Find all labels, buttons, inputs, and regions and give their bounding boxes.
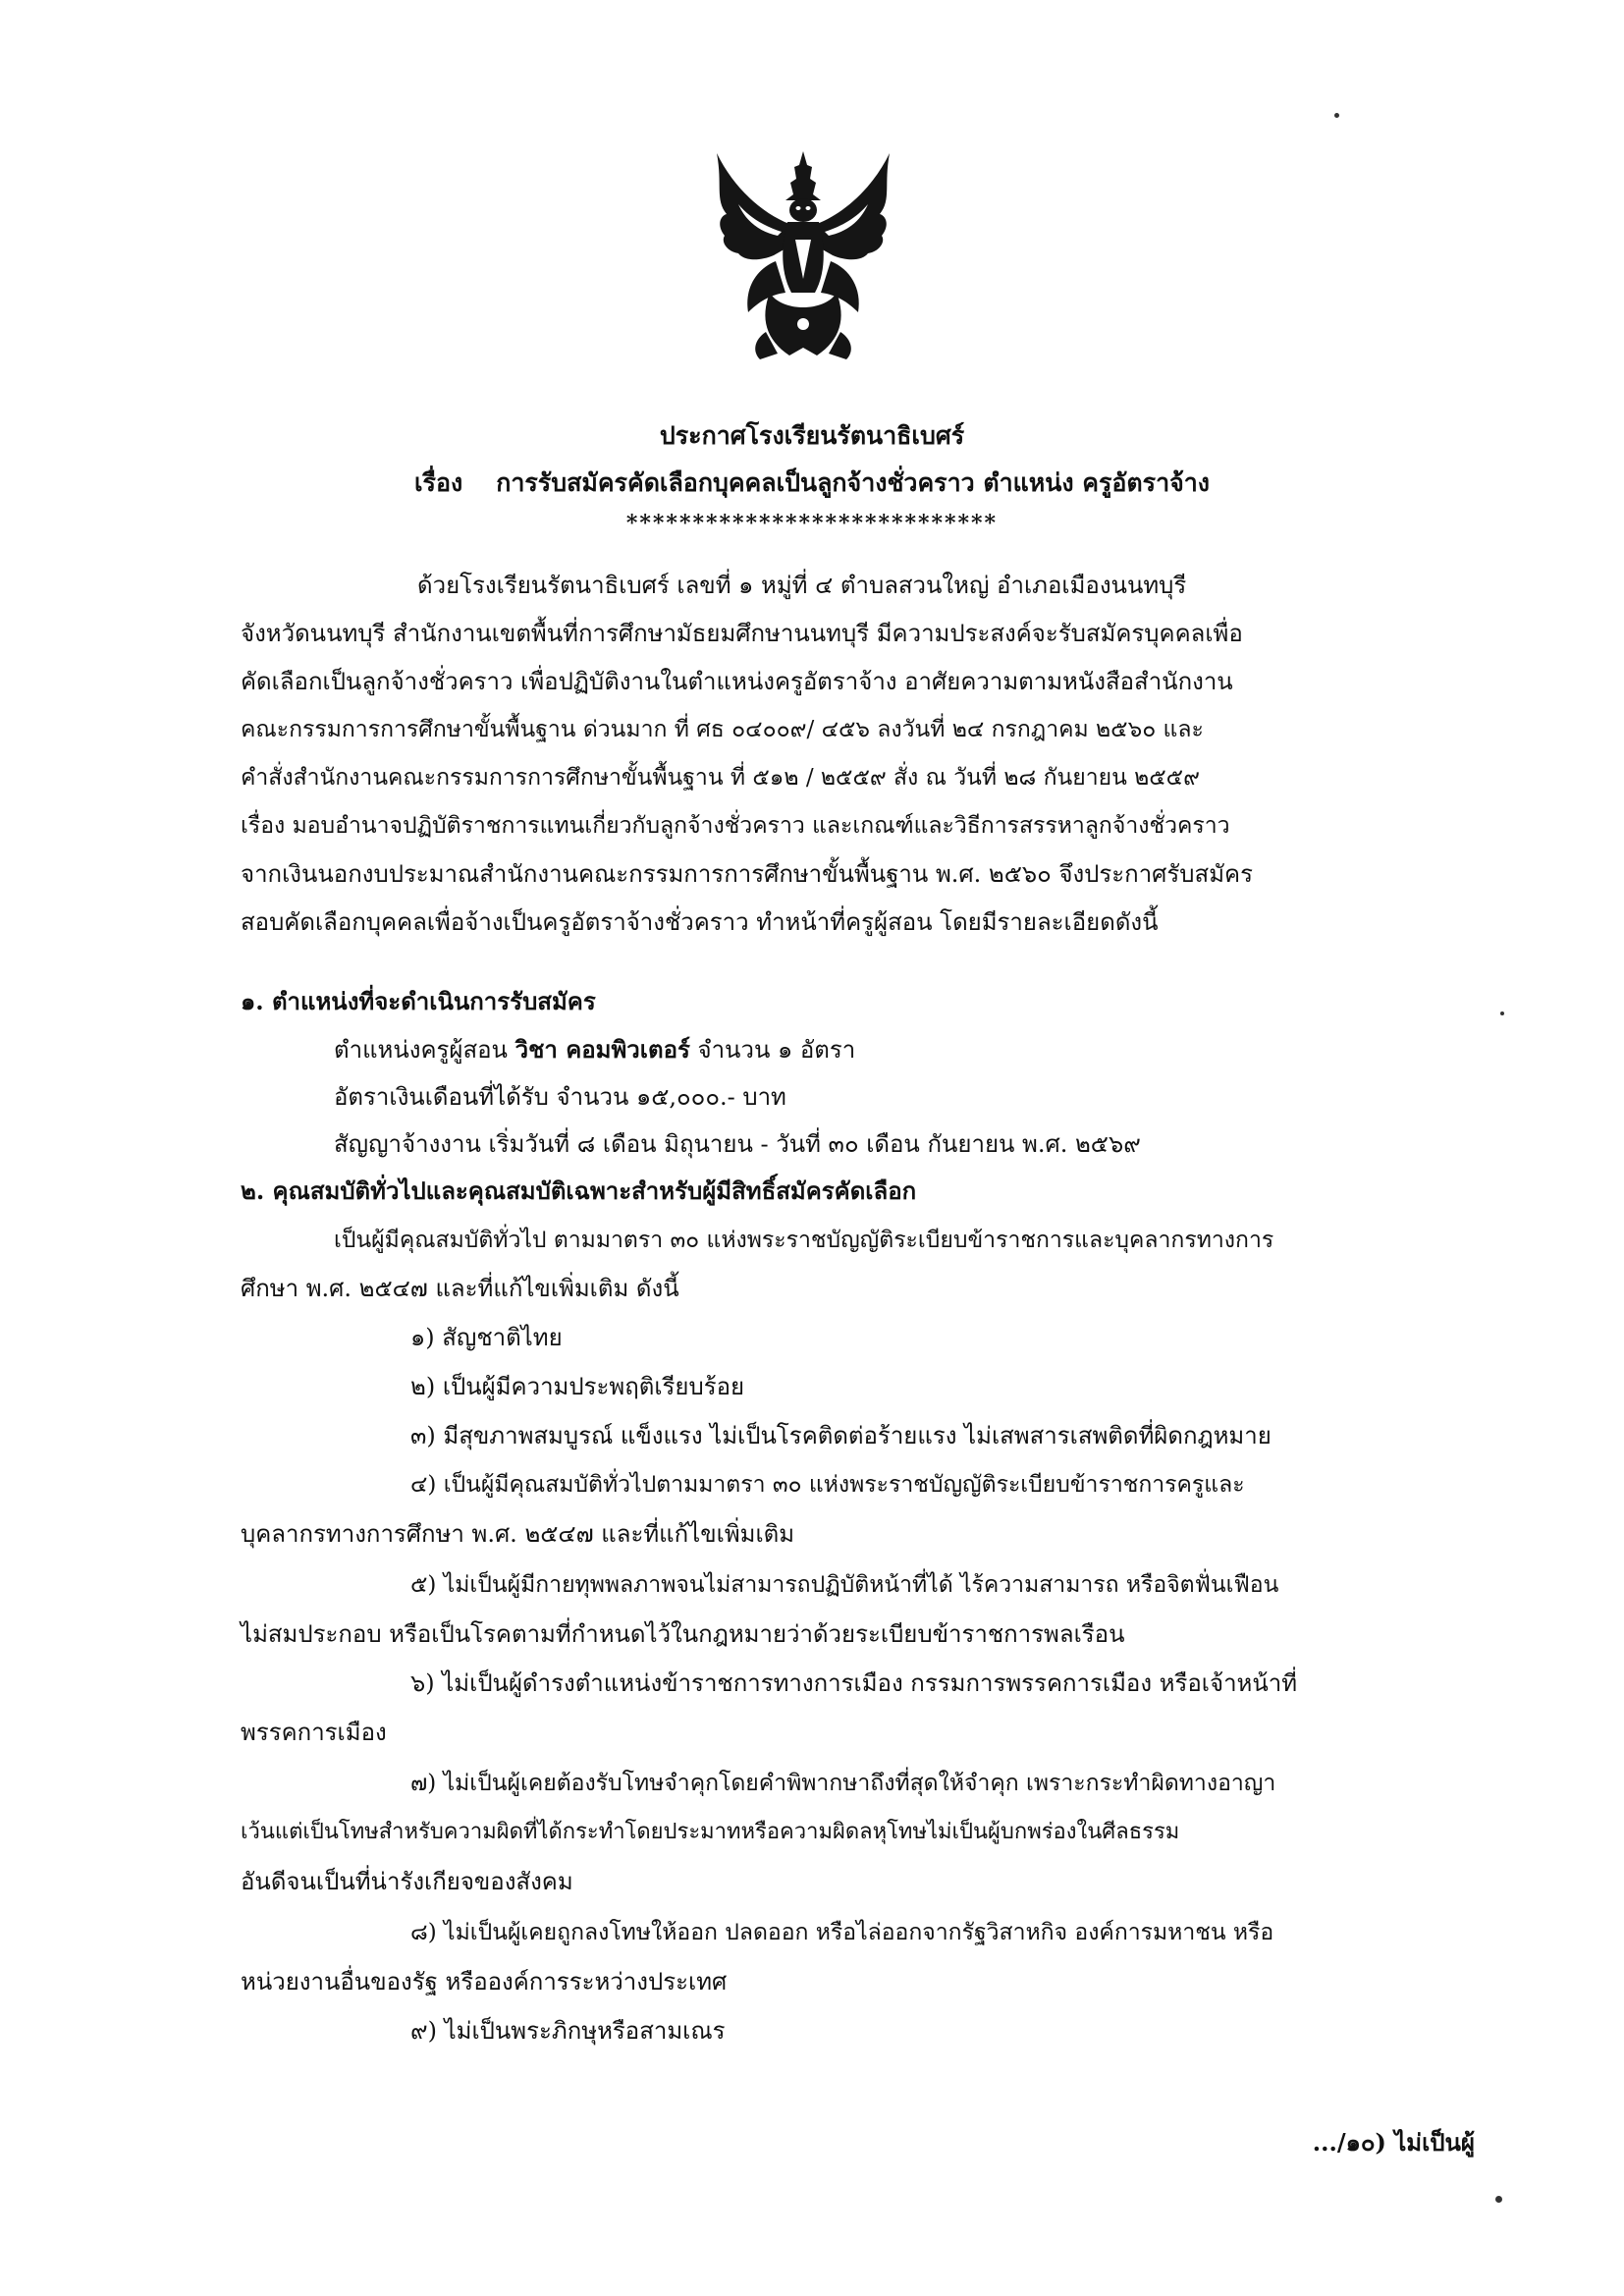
qualification-item: ๙) ไม่เป็นพระภิกษุหรือสามเณร: [410, 2017, 726, 2045]
scan-speck: [1495, 2196, 1502, 2203]
garuda-emblem-icon: [705, 145, 901, 361]
qualification-item: ๕) ไม่เป็นผู้มีกายทุพพลภาพจนไม่สามารถปฏิบัติหน้าที่ได้ ไร้ความสามารถ หรือจิตฟั่นเฟือน: [410, 1572, 1279, 1598]
qualification-item-continued: บุคลากรทางการศึกษา พ.ศ. ๒๕๔๗ และที่แก้ไขเพิ่มเติม: [241, 1520, 795, 1548]
announcement-title: ประกาศโรงเรียนรัตนาธิเบศร์: [659, 421, 965, 450]
star-divider: ****************************: [625, 511, 999, 536]
intro-line: คำสั่งสำนักงานคณะกรรมการการศึกษาขั้นพื้นฐาน ที่ ๕๑๒ / ๒๕๕๙ สั่ง ณ วันที่ ๒๘ กันยายน ๒๕๕๙: [241, 765, 1200, 791]
intro-line: จากเงินนอกงบประมาณสำนักงานคณะกรรมการการศึกษาขั้นพื้นฐาน พ.ศ. ๒๕๖๐ จึงประกาศรับสมัคร: [241, 860, 1253, 888]
intro-line: คณะกรรมการการศึกษาขั้นพื้นฐาน ด่วนมาก ที่ ศธ ๐๔๐๐๙/ ๔๕๖ ลงวันที่ ๒๔ กรกฎาคม ๒๕๖๐ และ: [241, 717, 1204, 742]
subject-label: เรื่อง: [413, 468, 463, 497]
section-1-heading: ๑. ตำแหน่งที่จะดำเนินการรับสมัคร: [241, 987, 596, 1015]
page-continuation: .../๑๐) ไม่เป็นผู้: [1312, 2128, 1475, 2157]
qualification-item: ๘) ไม่เป็นผู้เคยถูกลงโทษให้ออก ปลดออก หรือไล่ออกจากรัฐวิสาหกิจ องค์การมหาชน หรือ: [410, 1920, 1274, 1945]
intro-line: เรื่อง มอบอำนาจปฏิบัติราชการแทนเกี่ยวกับลูกจ้างชั่วคราว และเกณฑ์และวิธีการสรรหาลูกจ้างชั่วคราว: [241, 813, 1230, 839]
qualification-item-continued: ไม่สมประกอบ หรือเป็นโรคตามที่กำหนดไว้ในกฎหมายว่าด้วยระเบียบข้าราชการพลเรือน: [241, 1620, 1125, 1648]
qualification-item: ๒) เป็นผู้มีความประพฤติเรียบร้อย: [410, 1373, 745, 1400]
section-2-intro: ศึกษา พ.ศ. ๒๕๔๗ และที่แก้ไขเพิ่มเติม ดังนี้: [241, 1275, 679, 1302]
salary-line: อัตราเงินเดือนที่ได้รับ จำนวน ๑๕,๐๐๐.- บาท: [334, 1083, 786, 1111]
subject-text: การรับสมัครคัดเลือกบุคคลเป็นลูกจ้างชั่วคราว ตำแหน่ง ครูอัตราจ้าง: [496, 468, 1211, 497]
intro-line: ด้วยโรงเรียนรัตนาธิเบศร์ เลขที่ ๑ หมู่ที่ ๔ ตำบลสวนใหญ่ อำเภอเมืองนนทบุรี: [417, 572, 1187, 599]
qualification-item: ๖) ไม่เป็นผู้ดำรงตำแหน่งข้าราชการทางการเมือง กรรมการพรรคการเมือง หรือเจ้าหน้าที่: [410, 1669, 1298, 1697]
contract-line: สัญญาจ้างงาน เริ่มวันที่ ๘ เดือน มิถุนายน - วันที่ ๓๐ เดือน กันยายน พ.ศ. ๒๕๖๙: [334, 1130, 1141, 1158]
section-2-intro: เป็นผู้มีคุณสมบัติทั่วไป ตามมาตรา ๓๐ แห่งพระราชบัญญัติระเบียบข้าราชการและบุคลากรทางการ: [334, 1228, 1274, 1253]
position-suffix: จำนวน ๑ อัตรา: [697, 1036, 856, 1064]
scan-speck: [1334, 113, 1339, 118]
qualification-item-continued: พรรคการเมือง: [241, 1719, 387, 1746]
intro-line: สอบคัดเลือกบุคคลเพื่อจ้างเป็นครูอัตราจ้างชั่วคราว ทำหน้าที่ครูผู้สอน โดยมีรายละเอียดดังนี้: [241, 908, 1159, 936]
qualification-item: ๔) เป็นผู้มีคุณสมบัติทั่วไปตามมาตรา ๓๐ แห่งพระราชบัญญัติระเบียบข้าราชการครูและ: [410, 1472, 1245, 1498]
position-subject: วิชา คอมพิวเตอร์: [514, 1035, 690, 1064]
qualification-item: ๓) มีสุขภาพสมบูรณ์ แข็งแรง ไม่เป็นโรคติดต่อร้ายแรง ไม่เสพสารเสพติดที่ผิดกฎหมาย: [410, 1422, 1272, 1449]
qualification-item: ๑) สัญชาติไทย: [410, 1324, 563, 1351]
qualification-item-continued: เว้นแต่เป็นโทษสำหรับความผิดที่ได้กระทำโดยประมาทหรือความผิดลหุโทษไม่เป็นผู้บกพร่องในศีลธรรม: [241, 1820, 1180, 1844]
intro-line: คัดเลือกเป็นลูกจ้างชั่วคราว เพื่อปฏิบัติงานในตำแหน่งครูอัตราจ้าง อาศัยความตามหนังสือสำนักงาน: [241, 668, 1233, 695]
qualification-item-continued: หน่วยงานอื่นของรัฐ หรือองค์การระหว่างประเทศ: [241, 1968, 728, 1995]
scan-speck: [1500, 1011, 1504, 1015]
position-prefix: ตำแหน่งครูผู้สอน: [334, 1036, 508, 1064]
announcement-subject: [0, 464, 1624, 503]
position-line: [334, 1030, 855, 1069]
section-2-heading: ๒. คุณสมบัติทั่วไปและคุณสมบัติเฉพาะสำหรับผู้มีสิทธิ์สมัครคัดเลือก: [241, 1176, 917, 1205]
qualification-item: ๗) ไม่เป็นผู้เคยต้องรับโทษจำคุกโดยคำพิพากษาถึงที่สุดให้จำคุก เพราะกระทำผิดทางอาญา: [410, 1771, 1276, 1796]
qualification-item-continued: อันดีจนเป็นที่น่ารังเกียจของสังคม: [241, 1868, 573, 1895]
intro-line: จังหวัดนนทบุรี สำนักงานเขตพื้นที่การศึกษามัธยมศึกษานนทบุรี มีความประสงค์จะรับสมัครบุคคลเพื่อ: [241, 620, 1243, 647]
